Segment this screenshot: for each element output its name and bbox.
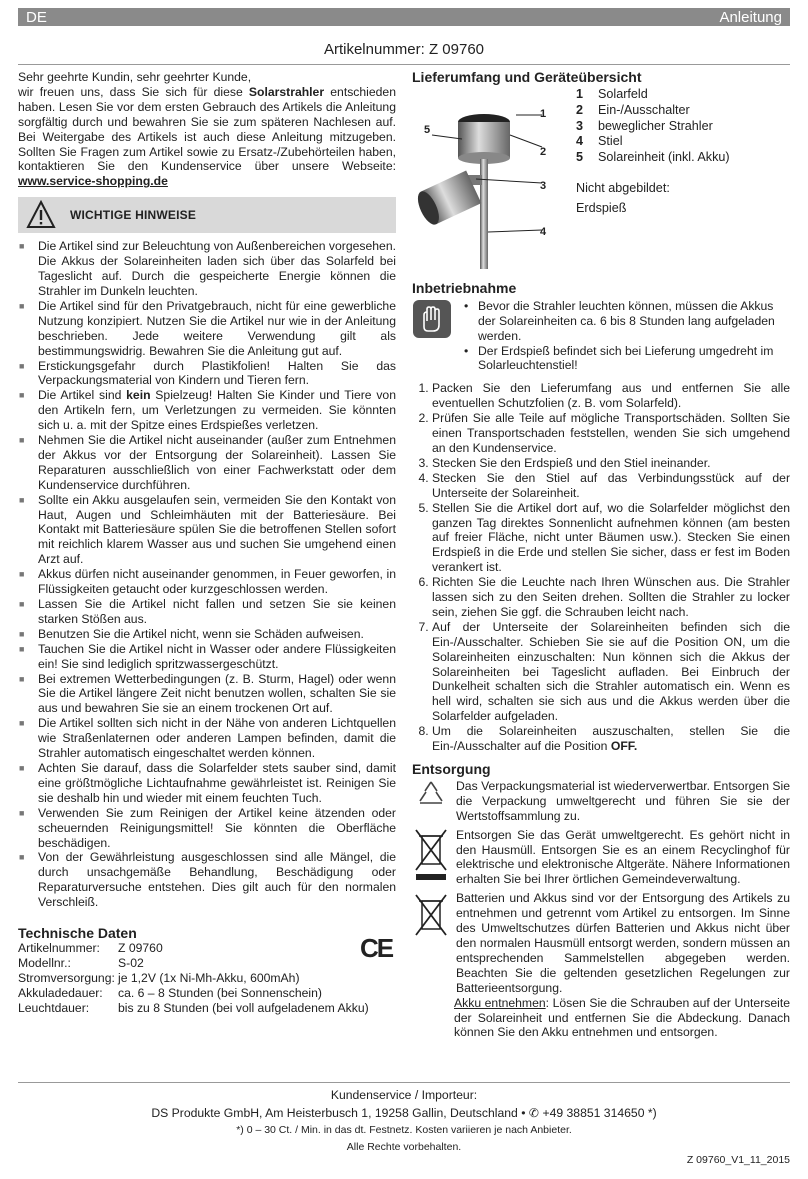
part-item: 4 Stiel	[576, 134, 623, 149]
product-illustration	[412, 87, 562, 273]
phone-icon: ✆	[528, 1106, 543, 1120]
parts-list	[576, 87, 730, 166]
callout-1: 1	[540, 107, 547, 120]
warning-item: ■ Die Artikel sind zur Beleuchtung von Außenbereichen vorgesehen. Die Akkus der Solareinheiten laden sich über das Solarfeld bei Tageslicht auf. Durch die gespeicherte Energie können die Strahler im Dunkeln leuchten.	[18, 239, 396, 299]
website-link[interactable]: www.service-shopping.de	[18, 174, 168, 189]
warning-item: ■ Achten Sie darauf, dass die Solarfelder stets sauber sind, damit eine größtmögliche Lichtaufnahme gewährleistet ist. Reinigen Sie sie deshalb hin und wieder mit einem feuchten Tuch.	[18, 761, 396, 806]
not-shown-item: Erdspieß	[576, 200, 627, 215]
part-item: 3 beweglicher Strahler	[576, 118, 713, 133]
warning-item: ■ Von der Gewährleistung ausgeschlossen sind alle Mängel, die durch unsachgemäße Behandlung, Beschädigung oder Reparaturversuche entstehen. Dies gilt auch für den normalen Verschleiß.	[18, 850, 396, 910]
ce-mark: CE	[360, 932, 393, 963]
warning-item: ■ Die Artikel sind kein Spielzeug! Halten Sie Kinder und Tiere von den Artikeln fern, um Verletzungen zu vermeiden. Sie könnten sich u. a. mit der Spitze eines Erdspießes verletzen.	[18, 388, 396, 433]
footer-service: Kundenservice / Importeur:	[330, 1088, 478, 1102]
footer-company: DS Produkte GmbH, Am Heisterbusch 1, 19258 Gallin, Deutschland • ✆ +49 38851 314650 *)	[151, 1106, 657, 1120]
greeting: Sehr geehrte Kundin, sehr geehrter Kunde,	[18, 70, 252, 84]
disposal-batteries: Batterien und Akkus sind vor der Entsorgung des Artikels zu entnehmen und getrennt vom Artikel zu entsorgen. Im Sinne des Umweltschutzes dürfen Batterien und Akkus nicht über den normalen Hausmüll entsorgt werden, sondern müssen an entsprechenden Sammelstellen abgegeben werden. Beachten Sie die geltenden gesetzlichen Regelungen zur Batterieentsorgung.	[456, 891, 790, 995]
start-steps	[412, 381, 790, 754]
warning-item: ■ Benutzen Sie die Artikel nicht, wenn sie Schäden aufweisen.	[18, 627, 396, 642]
weee-bin-icon	[414, 828, 448, 882]
warning-item: ■ Die Artikel sollten sich nicht in der Nähe von anderen Lichtquellen wie Straßenlaternen oder anderen Lampen befinden, damit die Strahler automatisch eingeschaltet werden können.	[18, 716, 396, 761]
callout-5: 5	[424, 123, 431, 136]
part-item: 1 Solarfeld	[576, 86, 648, 101]
disposal-device: Entsorgen Sie das Gerät umweltgerecht. Es gehört nicht in den Hausmüll. Entsorgen Sie es an einem Recyclinghof für elektrische und elektronische Altgeräte. Nähere Informationen erhalten Sie bei Ihrer örtlichen Gemeindeverwaltung.	[456, 827, 790, 887]
start-step: 3. Stecken Sie den Erdspieß und den Stiel ineinander.	[432, 456, 790, 471]
tech-value: je 1,2V (1x Ni-Mh-Akku, 600mAh)	[118, 970, 300, 985]
warning-box	[18, 197, 396, 233]
intro-paragraph: wir freuen uns, dass Sie sich für diese Solarstrahler entschieden haben. Lesen Sie vor dem ersten Gebrauch des Artikels die Anleitung sorgfältig durch und bewahren Sie sie zum späteren Nachlesen auf. Bei Weitergabe des Artikels ist auch diese Anleitung mitzugeben. Sollten Sie Fragen zum Artikel sowie zu Ersatz-/Zubehörteilen haben, kontaktieren Sie den Kundenservice über unsere Webseite: www.service-shopping.de	[18, 84, 396, 189]
warning-list	[18, 239, 396, 910]
callout-2: 2	[540, 145, 547, 158]
warning-item: ■ Erstickungsgefahr durch Plastikfolien! Halten Sie das Verpackungsmaterial von Kindern und Tieren fern.	[18, 359, 396, 389]
callout-3: 3	[540, 179, 547, 192]
tech-value: ca. 6 – 8 Stunden (bei Sonnenschein)	[118, 985, 322, 1000]
version-code: Z 09760_V1_11_2015	[686, 1154, 790, 1166]
footer-divider	[18, 1082, 790, 1083]
left-column	[18, 70, 396, 1015]
warning-item: ■ Bei extremen Wetterbedingungen (z. B. Sturm, Hagel) oder wenn Sie die Artikel längere Zeit nicht benutzen wollen, schalten Sie sie aus und bewahren Sie sie an einem trockenen Ort auf.	[18, 672, 396, 717]
start-note: • Der Erdspieß befindet sich bei Lieferung umgedreht im Solarleuchtenstiel!	[462, 344, 790, 374]
right-column	[412, 70, 790, 1040]
callout-4: 4	[540, 225, 547, 238]
article-number: Artikelnummer: Z 09760	[323, 41, 485, 58]
footer-rights: Alle Rechte vorbehalten.	[346, 1141, 462, 1153]
tech-value: Z 09760	[118, 940, 163, 955]
warning-item: ■ Verwenden Sie zum Reinigen der Artikel keine ätzenden oder scheuernden Reinigungsmittel! Sie könnten die Oberfläche beschädigen.	[18, 806, 396, 851]
hand-note-icon	[412, 299, 452, 339]
tech-title: Technische Daten	[18, 925, 137, 942]
recycling-icon	[416, 779, 446, 809]
start-step: 6. Richten Sie die Leuchte nach Ihren Wünschen aus. Die Strahler lassen sich zu den Seiten drehen. Sollten die Strahler zu locker sein, ziehen Sie ggf. die Schrauben leicht nach.	[432, 575, 790, 620]
tech-value: bis zu 8 Stunden (bei voll aufgeladenem Akku)	[118, 1000, 369, 1015]
battery-removal: Akku entnehmen: Lösen Sie die Schrauben auf der Unterseite der Solareinheit und entfernen Sie die Abdeckung. Danach können Sie den Akku entnehmen und entsorgen.	[454, 995, 791, 1040]
warning-item: ■ Nehmen Sie die Artikel nicht auseinander (außer zum Entnehmen der Akkus vor der Entsorgung der Solareinheit). Lassen Sie Reparaturen ausschließlich von einer Fachwerkstatt oder dem Kundenservice durchführen.	[18, 433, 396, 493]
warning-item: ■ Lassen Sie die Artikel nicht fallen und setzen Sie sie keinen starken Stößen aus.	[18, 597, 396, 627]
tech-key: Modellnr.:	[18, 955, 71, 970]
warning-item: ■ Sollte ein Akku ausgelaufen sein, vermeiden Sie den Kontakt von Haut, Augen und Schleimhäuten mit der Batteriesäure. Bei Kontakt mit Batteriesäure spülen Sie die betroffenen Stellen sofort mit reichlich klarem Wasser aus und suchen Sie umgehend einen Arzt auf.	[18, 493, 396, 568]
battery-bin-icon	[414, 891, 448, 939]
tech-key: Akkuladedauer:	[18, 985, 103, 1000]
tech-key: Leuchtdauer:	[18, 1000, 90, 1015]
disposal-title: Entsorgung	[412, 761, 491, 777]
start-step: 4. Stecken Sie den Stiel auf das Verbindungsstück auf der Unterseite der Solareinheit.	[432, 471, 790, 501]
start-notes	[462, 299, 790, 374]
header-bar	[18, 8, 790, 26]
start-title: Inbetriebnahme	[412, 279, 517, 296]
warning-title: WICHTIGE HINWEISE	[70, 207, 197, 222]
start-step: 2. Prüfen Sie alle Teile auf mögliche Transportschäden. Sollten Sie einen Transportschaden feststellen, wenden Sie sich umgehend an den Kundenservice.	[432, 411, 790, 456]
divider	[18, 64, 790, 65]
footer-note: *) 0 – 30 Ct. / Min. in das dt. Festnetz. Kosten variieren je nach Anbieter.	[236, 1124, 572, 1136]
start-step: 7. Auf der Unterseite der Solareinheiten befinden sich die Ein-/Ausschalter. Schieben Sie sie auf die Position ON, um die Solareinheiten einzuschalten: Nun können sich die Akkus der Solareinheiten bei Tageslicht aufladen. Bei Einbruch der Dunkelheit schalten sich die Strahler automatisch ein. Wenn es hell wird, schalten sie sich aus und die Akkus werden über die Solarfelder aufgeladen.	[432, 620, 790, 724]
not-shown-label: Nicht abgebildet:	[576, 180, 670, 195]
language-code: DE	[26, 8, 47, 26]
part-item: 5 Solareinheit (inkl. Akku)	[576, 150, 730, 165]
disposal-packaging: Das Verpackungsmaterial ist wiederverwertbar. Entsorgen Sie die Verpackung umweltgerecht und führen Sie sie der Wertstoffsammlung zu.	[456, 778, 790, 823]
tech-key: Stromversorgung:	[18, 970, 115, 985]
doc-type: Anleitung	[719, 8, 782, 26]
start-step: 5. Stellen Sie die Artikel dort auf, wo die Solarfelder möglichst den ganzen Tag direktes Sonnenlicht aufnehmen können (am besten auf freier Fläche, nicht unter Bäumen usw.). Stecken Sie einen Erdspieß in die Erde und stellen Sie sicher, dass er fest im Boden verankert ist.	[432, 501, 790, 576]
part-item: 2 Ein-/Ausschalter	[576, 102, 690, 117]
start-step: 8. Um die Solareinheiten auszuschalten, stellen Sie die Ein-/Ausschalter auf die Position OFF.	[432, 724, 790, 754]
warning-item: ■ Die Artikel sind für den Privatgebrauch, nicht für eine gewerbliche Nutzung konzipiert. Nutzen Sie die Artikel nur wie in der Anleitung beschrieben. Jede weitere Verwendung gilt als bestimmungswidrig. Bewahren Sie die Anleitung gut auf.	[18, 299, 396, 359]
tech-key: Artikelnummer:	[18, 940, 100, 955]
warning-icon	[26, 200, 56, 230]
tech-value: S-02	[118, 955, 144, 970]
start-step: 1. Packen Sie den Lieferumfang aus und entfernen Sie alle eventuellen Schutzfolien (z. B. vom Solarfeld).	[432, 381, 790, 411]
start-note: • Bevor die Strahler leuchten können, müssen die Akkus der Solareinheiten ca. 6 bis 8 Stunden lang aufgeladen werden.	[462, 299, 790, 344]
warning-item: ■ Akkus dürfen nicht auseinander genommen, in Feuer geworfen, in Flüssigkeiten getaucht oder kurzgeschlossen werden.	[18, 567, 396, 597]
scope-title: Lieferumfang und Geräteübersicht	[412, 69, 642, 85]
warning-item: ■ Tauchen Sie die Artikel nicht in Wasser oder andere Flüssigkeiten ein! Sie sind lediglich spritzwassergeschützt.	[18, 642, 396, 672]
